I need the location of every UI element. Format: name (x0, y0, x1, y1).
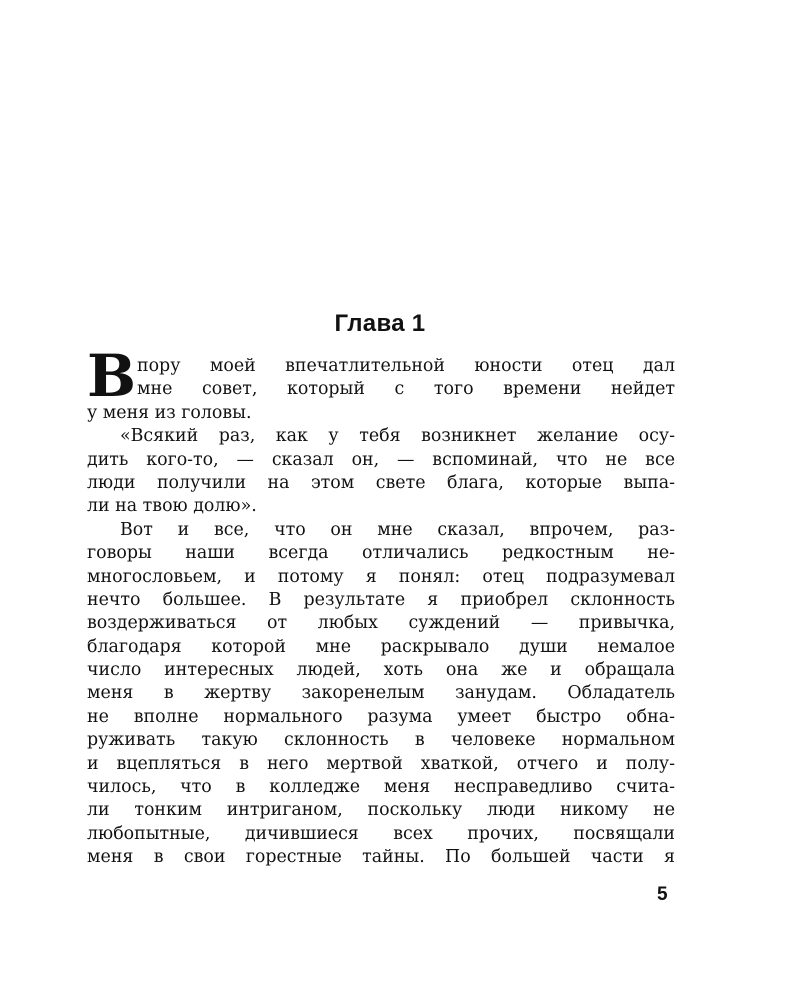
body-text (87, 355, 675, 870)
text-line: число интересных людей, хоть она же и обращала (87, 660, 675, 681)
text-line: любопытные, дичившиеся всех прочих, посвящали (87, 823, 675, 844)
text-line: руживать такую склонность в человеке нормальном (87, 730, 675, 751)
text-line: у меня из головы. (87, 402, 252, 423)
text-line: меня в жертву закоренелым занудам. Обладатель (87, 683, 675, 704)
chapter-title: Глава 1 (334, 310, 426, 337)
text-line: воздерживаться от любых суждений — привычка, (87, 613, 675, 634)
text-line: Вот и все, что он мне сказал, впрочем, раз- (120, 519, 675, 540)
text-line: ли на твою долю». (87, 496, 257, 517)
text-line: люди получили на этом свете блага, которые выпа- (87, 472, 675, 493)
text-line: «Всякий раз, как у тебя возникнет желание осу- (120, 426, 675, 447)
text-line: чилось, что в колледже меня несправедливо счита- (87, 777, 675, 798)
text-line: пору моей впечатлительной юности отец дал (137, 356, 675, 376)
text-line: и вцепляться в него мертвой хваткой, отчего и полу- (87, 753, 675, 774)
text-line: не вполне нормального разума умеет быстро обна- (87, 706, 675, 727)
text-line: мне совет, который с того времени нейдет (137, 379, 675, 400)
text-line: многословьем, и потому я понял: отец подразумевал (87, 566, 675, 587)
page-number: 5 (657, 884, 668, 905)
text-line: нечто большее. В результате я приобрел склонность (87, 589, 675, 610)
text-line: дить кого-то, — сказал он, — вспоминай, что не все (87, 449, 675, 470)
drop-cap-letter: В (87, 342, 137, 410)
text-line: благодаря которой мне раскрывало души немалое (87, 636, 675, 657)
text-line: меня в свои горестные тайны. По большей части я (87, 847, 675, 868)
text-line: говоры наши всегда отличались редкостным не- (87, 543, 675, 564)
text-line: ли тонким интриганом, поскольку люди никому не (87, 800, 675, 821)
